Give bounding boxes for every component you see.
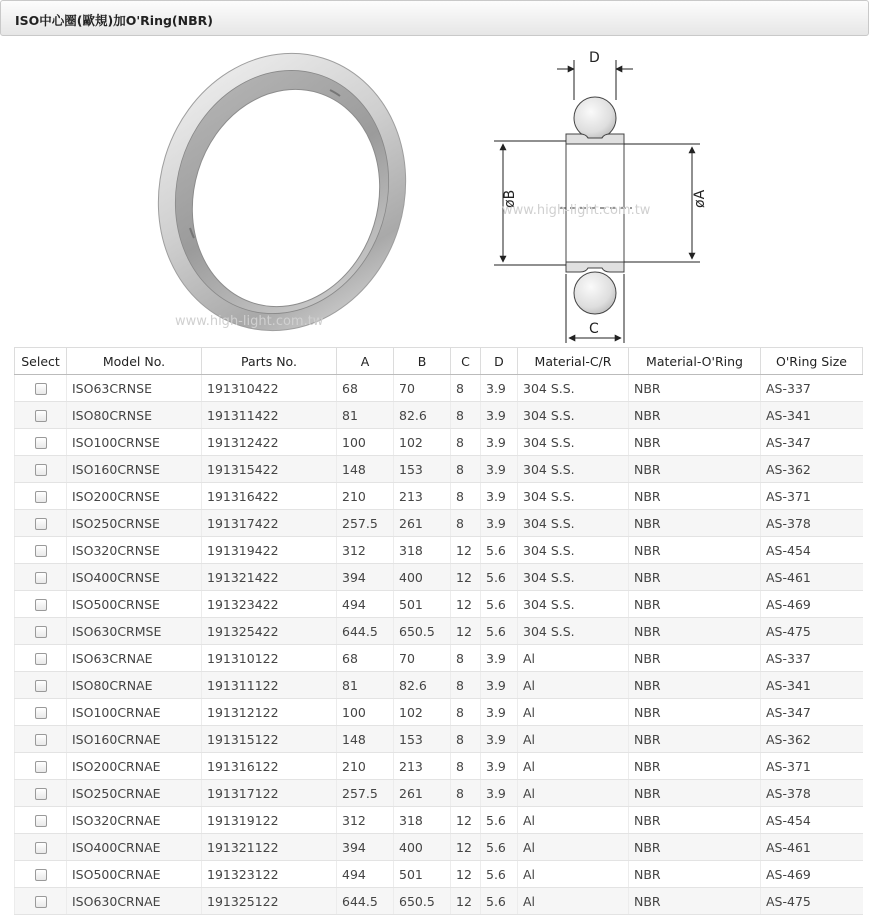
column-header: Parts No. [202, 348, 337, 375]
select-checkbox[interactable] [35, 410, 47, 422]
table-row [15, 780, 863, 807]
dim-label-c: C [589, 321, 599, 337]
table-cell: AS-461 [761, 564, 863, 591]
column-header: C [451, 348, 481, 375]
table-cell: AS-337 [761, 375, 863, 402]
table-row [15, 699, 863, 726]
select-checkbox[interactable] [35, 518, 47, 530]
table-cell: 191316122 [202, 753, 337, 780]
table-cell: Al [518, 780, 629, 807]
table-cell: Al [518, 672, 629, 699]
table-cell: 191317122 [202, 780, 337, 807]
table-cell: 304 S.S. [518, 402, 629, 429]
column-header: Material-O'Ring [629, 348, 761, 375]
table-cell: NBR [629, 510, 761, 537]
table-cell: AS-362 [761, 726, 863, 753]
table-cell: 82.6 [394, 402, 451, 429]
table-cell: 3.9 [481, 483, 518, 510]
table-cell: 70 [394, 375, 451, 402]
table-cell: 650.5 [394, 888, 451, 915]
table-cell: 81 [337, 402, 394, 429]
table-cell: 312 [337, 807, 394, 834]
table-cell: NBR [629, 780, 761, 807]
table-row [15, 483, 863, 510]
table-cell: AS-371 [761, 483, 863, 510]
table-cell: 100 [337, 429, 394, 456]
table-cell: AS-469 [761, 861, 863, 888]
table-cell: ISO400CRNAE [67, 834, 202, 861]
table-cell: NBR [629, 753, 761, 780]
table-cell: 191323422 [202, 591, 337, 618]
table-cell: 191319122 [202, 807, 337, 834]
table-cell: 261 [394, 780, 451, 807]
table-cell: 8 [451, 510, 481, 537]
table-cell: 644.5 [337, 618, 394, 645]
table-cell: 8 [451, 456, 481, 483]
table-cell: 304 S.S. [518, 591, 629, 618]
table-cell: NBR [629, 888, 761, 915]
table-cell: 213 [394, 753, 451, 780]
select-checkbox[interactable] [35, 896, 47, 908]
table-cell: 191316422 [202, 483, 337, 510]
table-cell: 5.6 [481, 537, 518, 564]
table-cell: 257.5 [337, 510, 394, 537]
select-checkbox[interactable] [35, 599, 47, 611]
table-cell: ISO100CRNAE [67, 699, 202, 726]
table-cell: 8 [451, 429, 481, 456]
table-cell: NBR [629, 726, 761, 753]
select-checkbox[interactable] [35, 842, 47, 854]
table-cell: 153 [394, 726, 451, 753]
table-cell: Al [518, 726, 629, 753]
table-cell: Al [518, 807, 629, 834]
table-row [15, 591, 863, 618]
table-cell: 191310422 [202, 375, 337, 402]
table-cell: 3.9 [481, 456, 518, 483]
table-cell: 191315422 [202, 456, 337, 483]
table-cell: AS-378 [761, 510, 863, 537]
table-row [15, 402, 863, 429]
table-cell: ISO200CRNAE [67, 753, 202, 780]
table-row [15, 564, 863, 591]
table-cell: 304 S.S. [518, 537, 629, 564]
table-cell: 191317422 [202, 510, 337, 537]
select-checkbox[interactable] [35, 572, 47, 584]
select-cell [15, 753, 67, 780]
table-cell: 8 [451, 375, 481, 402]
table-cell: AS-469 [761, 591, 863, 618]
select-cell [15, 375, 67, 402]
page-header [0, 0, 869, 36]
table-cell: 3.9 [481, 753, 518, 780]
table-cell: NBR [629, 375, 761, 402]
table-cell: AS-378 [761, 780, 863, 807]
table-row [15, 456, 863, 483]
dim-label-d: D [589, 50, 600, 66]
table-cell: NBR [629, 591, 761, 618]
table-cell: 318 [394, 537, 451, 564]
table-cell: ISO250CRNSE [67, 510, 202, 537]
table-cell: NBR [629, 456, 761, 483]
table-row [15, 510, 863, 537]
table-cell: 8 [451, 402, 481, 429]
table-row [15, 726, 863, 753]
table-cell: ISO500CRNSE [67, 591, 202, 618]
select-checkbox[interactable] [35, 464, 47, 476]
table-cell: 191315122 [202, 726, 337, 753]
table-row [15, 672, 863, 699]
table-cell: 191310122 [202, 645, 337, 672]
table-cell: 12 [451, 591, 481, 618]
table-cell: 5.6 [481, 564, 518, 591]
table-cell: ISO80CRNSE [67, 402, 202, 429]
table-cell: 12 [451, 888, 481, 915]
product-figure [0, 38, 871, 346]
column-header: Select [15, 348, 67, 375]
select-cell [15, 402, 67, 429]
table-cell: 5.6 [481, 618, 518, 645]
table-cell: Al [518, 753, 629, 780]
select-cell [15, 780, 67, 807]
table-cell: 501 [394, 591, 451, 618]
table-cell: ISO63CRNSE [67, 375, 202, 402]
table-cell: AS-362 [761, 456, 863, 483]
select-checkbox[interactable] [35, 653, 47, 665]
select-cell [15, 888, 67, 915]
table-cell: AS-454 [761, 807, 863, 834]
table-cell: 304 S.S. [518, 618, 629, 645]
table-cell: NBR [629, 645, 761, 672]
table-cell: AS-341 [761, 672, 863, 699]
table-cell: ISO160CRNAE [67, 726, 202, 753]
table-cell: ISO160CRNSE [67, 456, 202, 483]
table-cell: 3.9 [481, 780, 518, 807]
table-cell: AS-475 [761, 618, 863, 645]
table-cell: 102 [394, 699, 451, 726]
table-cell: ISO400CRNSE [67, 564, 202, 591]
table-cell: 68 [337, 375, 394, 402]
select-cell [15, 564, 67, 591]
select-cell [15, 726, 67, 753]
table-body [15, 375, 863, 915]
table-cell: NBR [629, 699, 761, 726]
table-cell: 8 [451, 699, 481, 726]
table-row [15, 375, 863, 402]
table-cell: NBR [629, 672, 761, 699]
photo-watermark: www.high-light.com.tw [175, 314, 324, 329]
table-cell: 191323122 [202, 861, 337, 888]
table-cell: Al [518, 699, 629, 726]
table-cell: 3.9 [481, 672, 518, 699]
ring-photo [124, 38, 439, 346]
table-cell: 3.9 [481, 645, 518, 672]
select-cell [15, 807, 67, 834]
table-cell: AS-341 [761, 402, 863, 429]
table-cell: 3.9 [481, 726, 518, 753]
table-cell: 394 [337, 834, 394, 861]
table-cell: 210 [337, 483, 394, 510]
table-cell: 5.6 [481, 861, 518, 888]
diagram-watermark: www.high-light.com.tw [502, 203, 651, 218]
select-checkbox[interactable] [35, 491, 47, 503]
table-cell: 8 [451, 753, 481, 780]
dim-label-a: øA [692, 189, 708, 208]
table-cell: 8 [451, 780, 481, 807]
dim-label-b: øB [502, 189, 518, 208]
table-cell: 12 [451, 537, 481, 564]
table-cell: NBR [629, 834, 761, 861]
table-cell: 210 [337, 753, 394, 780]
select-cell [15, 510, 67, 537]
table-cell: Al [518, 861, 629, 888]
column-header: A [337, 348, 394, 375]
table-cell: ISO630CRNAE [67, 888, 202, 915]
table-cell: 644.5 [337, 888, 394, 915]
table-cell: 501 [394, 861, 451, 888]
table-cell: 191311122 [202, 672, 337, 699]
table-cell: 3.9 [481, 699, 518, 726]
table-row [15, 618, 863, 645]
table-cell: Al [518, 645, 629, 672]
select-checkbox[interactable] [35, 437, 47, 449]
table-cell: 12 [451, 807, 481, 834]
table-cell: 5.6 [481, 807, 518, 834]
select-cell [15, 429, 67, 456]
table-row [15, 645, 863, 672]
select-checkbox[interactable] [35, 788, 47, 800]
select-cell [15, 672, 67, 699]
table-cell: 191311422 [202, 402, 337, 429]
table-cell: 81 [337, 672, 394, 699]
column-header: Model No. [67, 348, 202, 375]
table-cell: NBR [629, 402, 761, 429]
table-header-row [15, 348, 863, 375]
table-cell: NBR [629, 807, 761, 834]
table-cell: ISO63CRNAE [67, 645, 202, 672]
table-cell: 191325122 [202, 888, 337, 915]
table-row [15, 753, 863, 780]
table-cell: 494 [337, 861, 394, 888]
table-cell: 191321422 [202, 564, 337, 591]
table-row [15, 429, 863, 456]
table-cell: 3.9 [481, 402, 518, 429]
table-cell: NBR [629, 429, 761, 456]
column-header: D [481, 348, 518, 375]
table-cell: NBR [629, 564, 761, 591]
table-cell: 304 S.S. [518, 510, 629, 537]
table-cell: 304 S.S. [518, 564, 629, 591]
table-cell: 3.9 [481, 510, 518, 537]
table-cell: 304 S.S. [518, 483, 629, 510]
table-cell: Al [518, 888, 629, 915]
table-row [15, 807, 863, 834]
parts-table [14, 347, 863, 915]
select-cell [15, 591, 67, 618]
select-checkbox[interactable] [35, 680, 47, 692]
table-cell: 304 S.S. [518, 456, 629, 483]
table-cell: 213 [394, 483, 451, 510]
table-cell: 153 [394, 456, 451, 483]
select-cell [15, 699, 67, 726]
table-cell: 8 [451, 672, 481, 699]
select-checkbox[interactable] [35, 815, 47, 827]
select-cell [15, 537, 67, 564]
select-cell [15, 645, 67, 672]
table-cell: 8 [451, 726, 481, 753]
table-cell: 12 [451, 564, 481, 591]
select-cell [15, 861, 67, 888]
page-title: ISO中心圈(歐規)加O'Ring(NBR) [15, 13, 213, 28]
table-row [15, 861, 863, 888]
table-cell: ISO200CRNSE [67, 483, 202, 510]
select-cell [15, 834, 67, 861]
table-cell: 191321122 [202, 834, 337, 861]
table-cell: 191312122 [202, 699, 337, 726]
table-cell: 148 [337, 726, 394, 753]
table-cell: 70 [394, 645, 451, 672]
table-cell: 312 [337, 537, 394, 564]
select-checkbox[interactable] [35, 545, 47, 557]
table-cell: ISO320CRNSE [67, 537, 202, 564]
table-cell: ISO250CRNAE [67, 780, 202, 807]
table-cell: 148 [337, 456, 394, 483]
table-cell: 304 S.S. [518, 429, 629, 456]
table-cell: 12 [451, 834, 481, 861]
table-cell: AS-475 [761, 888, 863, 915]
table-cell: NBR [629, 537, 761, 564]
select-checkbox[interactable] [35, 734, 47, 746]
table-cell: 12 [451, 618, 481, 645]
column-header: Material-C/R [518, 348, 629, 375]
table-cell: ISO320CRNAE [67, 807, 202, 834]
table-cell: 318 [394, 807, 451, 834]
table-cell: 5.6 [481, 834, 518, 861]
table-cell: 257.5 [337, 780, 394, 807]
select-cell [15, 618, 67, 645]
select-checkbox[interactable] [35, 626, 47, 638]
table-cell: 3.9 [481, 429, 518, 456]
table-cell: AS-371 [761, 753, 863, 780]
table-cell: 394 [337, 564, 394, 591]
table-cell: 650.5 [394, 618, 451, 645]
select-cell [15, 456, 67, 483]
column-header: B [394, 348, 451, 375]
table-cell: 400 [394, 834, 451, 861]
table-cell: 191325422 [202, 618, 337, 645]
table-cell: AS-347 [761, 429, 863, 456]
table-cell: AS-454 [761, 537, 863, 564]
table-cell: 100 [337, 699, 394, 726]
table-cell: AS-337 [761, 645, 863, 672]
table-row [15, 834, 863, 861]
column-header: O'Ring Size [761, 348, 863, 375]
table-cell: AS-347 [761, 699, 863, 726]
select-checkbox[interactable] [35, 383, 47, 395]
table-cell: ISO500CRNAE [67, 861, 202, 888]
table-cell: AS-461 [761, 834, 863, 861]
dimension-drawing [494, 60, 700, 343]
table-cell: NBR [629, 483, 761, 510]
table-cell: ISO100CRNSE [67, 429, 202, 456]
table-cell: Al [518, 834, 629, 861]
table-cell: 191312422 [202, 429, 337, 456]
table-cell: 400 [394, 564, 451, 591]
table-cell: 3.9 [481, 375, 518, 402]
table-cell: 5.6 [481, 591, 518, 618]
table-cell: ISO630CRMSE [67, 618, 202, 645]
table-row [15, 537, 863, 564]
table-cell: 261 [394, 510, 451, 537]
table-cell: 8 [451, 645, 481, 672]
table-cell: 68 [337, 645, 394, 672]
select-checkbox[interactable] [35, 869, 47, 881]
table-cell: ISO80CRNAE [67, 672, 202, 699]
table-cell: 102 [394, 429, 451, 456]
select-checkbox[interactable] [35, 761, 47, 773]
table-cell: 494 [337, 591, 394, 618]
table-cell: 82.6 [394, 672, 451, 699]
table-cell: 8 [451, 483, 481, 510]
table-cell: NBR [629, 618, 761, 645]
select-checkbox[interactable] [35, 707, 47, 719]
table-cell: 304 S.S. [518, 375, 629, 402]
table-cell: 12 [451, 861, 481, 888]
table-cell: NBR [629, 861, 761, 888]
table-row [15, 888, 863, 915]
select-cell [15, 483, 67, 510]
table-cell: 191319422 [202, 537, 337, 564]
table-cell: 5.6 [481, 888, 518, 915]
